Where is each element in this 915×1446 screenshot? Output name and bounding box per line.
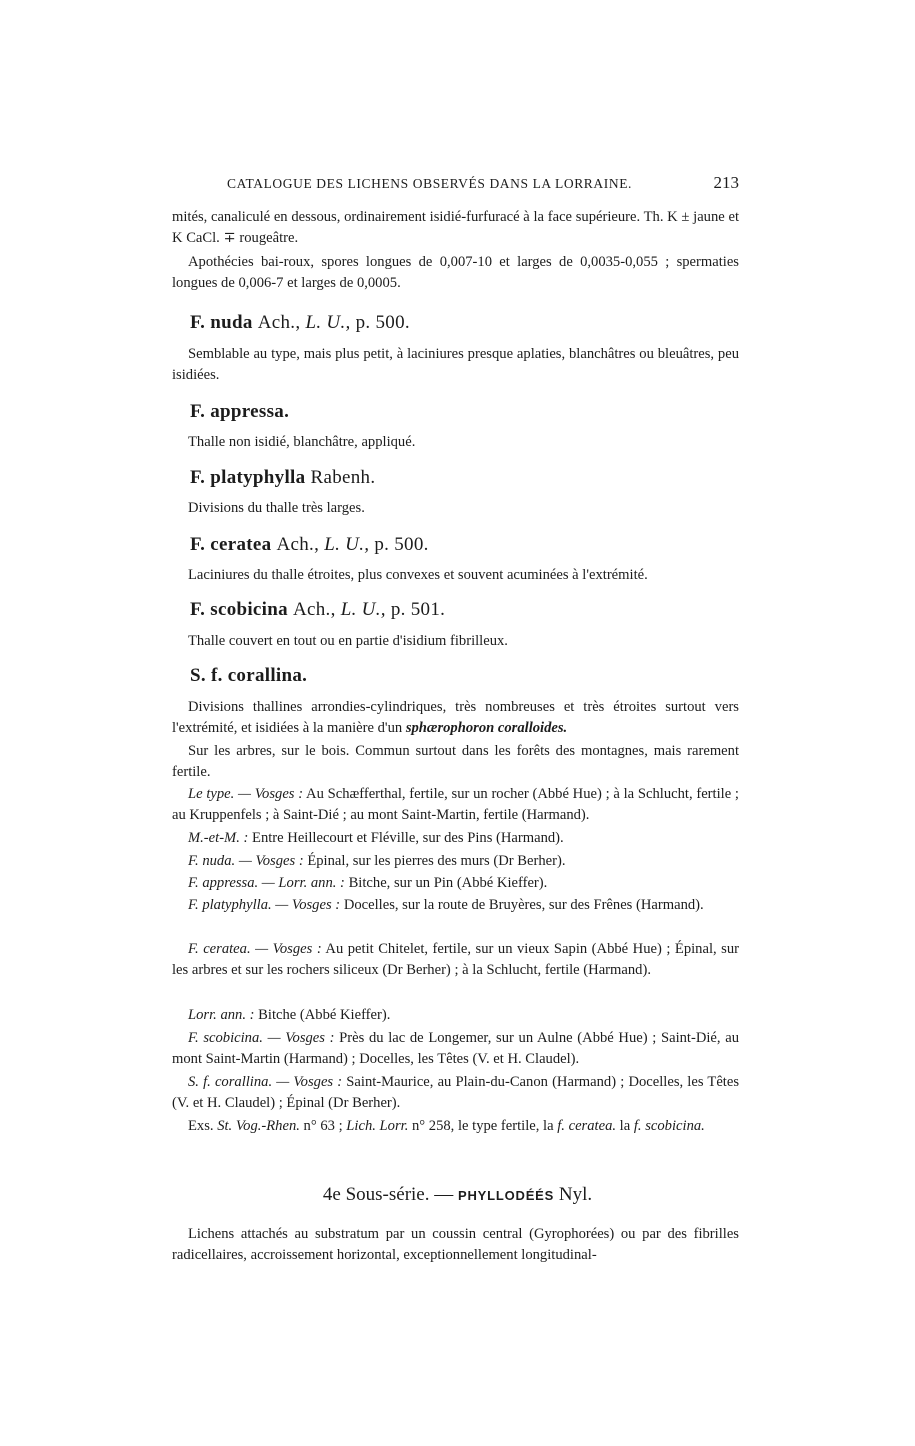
exsiccata-number: n° 63 ; [303, 1118, 343, 1134]
corallina-description [172, 697, 739, 739]
form-description-platyphylla: Divisions du thalle très larges. [188, 500, 365, 516]
locality-entry [172, 873, 739, 894]
form-name: F. ceratea [190, 534, 272, 555]
locality-entry [172, 851, 739, 872]
intro-paragraph-2: Apothécies bai-roux, spores longues de 0,007-10 et larges de 0,0035-0,055 ; spermaties longues de 0,006-7 et larges de 0,0005. [172, 254, 739, 292]
locality-entry [172, 1072, 739, 1114]
locality-text: Bitche, sur un Pin (Abbé Kieffer). [348, 875, 548, 891]
form-heading-platyphylla [190, 467, 375, 489]
exsiccata-article: la [619, 1118, 631, 1134]
subseries-author: Nyl. [558, 1184, 593, 1205]
form-author: Ach., [292, 599, 336, 620]
exsiccata-series: St. Vog.-Rhen. [217, 1118, 300, 1134]
exsiccata-form: f. ceratea. [557, 1118, 617, 1134]
form-heading-nuda [190, 312, 410, 334]
form-name: F. scobicina [190, 599, 288, 620]
form-author: Ach., [257, 312, 301, 333]
locality-entry [172, 828, 739, 849]
form-name: F. platyphylla [190, 467, 306, 488]
form-author: Ach., [276, 534, 320, 555]
form-reference: L. U., [305, 312, 351, 333]
locality-entry [172, 1005, 739, 1026]
locality-entry [172, 939, 739, 981]
locality-entry [172, 895, 739, 916]
final-paragraph: Lichens attachés au substratum par un coussin central (Gyrophorées) ou par des fibrilles radicellaires, accroissement horizontal, exceptionnellement longitudinal- [172, 1226, 739, 1264]
locality-text: Près du lac de Longemer, sur un Aulne (Abbé Hue) ; Saint-Dié, au mont Saint-Martin (Harmand) ; Docelles, les Têtes (V. et H. Claudel). [172, 1030, 740, 1068]
locality-lead: F. scobicina. — Vosges : [188, 1030, 335, 1046]
locality-entry [172, 1028, 739, 1070]
exsiccata-entry [172, 1116, 739, 1137]
form-author: Rabenh. [310, 467, 376, 488]
locality-text: Bitche (Abbé Kieffer). [258, 1007, 391, 1023]
subseries-number: 4e Sous-série. [322, 1184, 430, 1205]
subseries-dash: — [429, 1184, 458, 1205]
exsiccata-series: Lich. Lorr. [346, 1118, 409, 1134]
corallina-habitat: Sur les arbres, sur le bois. Commun surtout dans les forêts des montagnes, mais rarement fertile. [172, 743, 739, 781]
locality-lead: F. platyphylla. — Vosges : [188, 897, 341, 913]
locality-text: Saint-Maurice, au Plain-du-Canon (Harmand) ; Docelles, les Têtes (V. et H. Claudel) ; Épinal (Dr Berher). [172, 1074, 740, 1112]
form-page: p. 500. [374, 534, 429, 555]
form-name: S. f. corallina. [190, 665, 308, 686]
locality-lead: Le type. — Vosges : [188, 786, 304, 802]
corallina-description-text: Divisions thallines arrondies-cylindriques, très nombreuses et très étroites surtout vers l'extrémité, et isidiées à la manière d'un [172, 699, 739, 737]
form-heading-appressa [190, 401, 289, 423]
exsiccata-note: n° 258, le type fertile, la [412, 1118, 554, 1134]
locality-entry [172, 784, 739, 826]
form-reference: L. U., [340, 599, 386, 620]
form-description-nuda: Semblable au type, mais plus petit, à laciniures presque aplaties, blanchâtres ou bleuâtres, peu isidiées. [172, 346, 739, 384]
locality-lead: F. nuda. — Vosges : [188, 853, 304, 869]
form-description-ceratea: Laciniures du thalle étroites, plus convexes et souvent acuminées à l'extrémité. [188, 567, 648, 583]
running-title: CATALOGUE DES LICHENS OBSERVÉS DANS LA LORRAINE. [227, 176, 633, 191]
intro-paragraph-1: mités, canaliculé en dessous, ordinairement isidié-furfuracé à la face supérieure. Th. K ± jaune et K CaCl. ∓ rougeâtre. [172, 209, 739, 247]
locality-lead: M.-et-M. : [188, 830, 249, 846]
locality-text: Docelles, sur la route de Bruyères, sur des Frênes (Harmand). [343, 897, 704, 913]
running-header [227, 173, 739, 192]
locality-text: Au petit Chitelet, fertile, sur un vieux Sapin (Abbé Hue) ; Épinal, sur les arbres et sur les rochers siliceux (Dr Berher) ; à la Schlucht, fertile (Harmand). [172, 941, 739, 979]
corallina-taxon-name: sphærophoron coralloides. [405, 720, 568, 737]
locality-lead: S. f. corallina. — Vosges : [188, 1074, 343, 1090]
locality-text: Entre Heillecourt et Fléville, sur des Pins (Harmand). [252, 830, 564, 846]
form-reference: L. U., [324, 534, 370, 555]
form-description-scobicina: Thalle couvert en tout ou en partie d'isidium fibrilleux. [188, 633, 508, 649]
locality-text: Au Schæfferthal, fertile, sur un rocher (Abbé Hue) ; à la Schlucht, fertile ; au Kruppenfels ; à Saint-Dié ; au mont Saint-Martin, fertile (Harmand). [172, 786, 739, 824]
exsiccata-form: f. scobicina. [633, 1118, 705, 1134]
exsiccata-label: Exs. [188, 1118, 214, 1134]
form-name: F. nuda [190, 312, 253, 333]
locality-lead: F. appressa. — Lorr. ann. : [188, 875, 345, 891]
form-heading-scobicina [190, 599, 445, 621]
form-page: p. 501. [390, 599, 446, 620]
form-page: p. 500. [355, 312, 410, 333]
form-heading-corallina [190, 665, 307, 687]
form-description-appressa: Thalle non isidié, blanchâtre, appliqué. [188, 434, 416, 450]
page-number: 213 [713, 173, 739, 192]
locality-lead: Lorr. ann. : [188, 1007, 255, 1023]
subseries-name: PHYLLODÉÉS [457, 1188, 555, 1203]
subseries-heading [0, 1184, 915, 1206]
form-name: F. appressa. [190, 401, 290, 422]
locality-lead: F. ceratea. — Vosges : [188, 941, 322, 957]
locality-text: Épinal, sur les pierres des murs (Dr Berher). [307, 853, 566, 869]
form-heading-ceratea [190, 534, 429, 556]
